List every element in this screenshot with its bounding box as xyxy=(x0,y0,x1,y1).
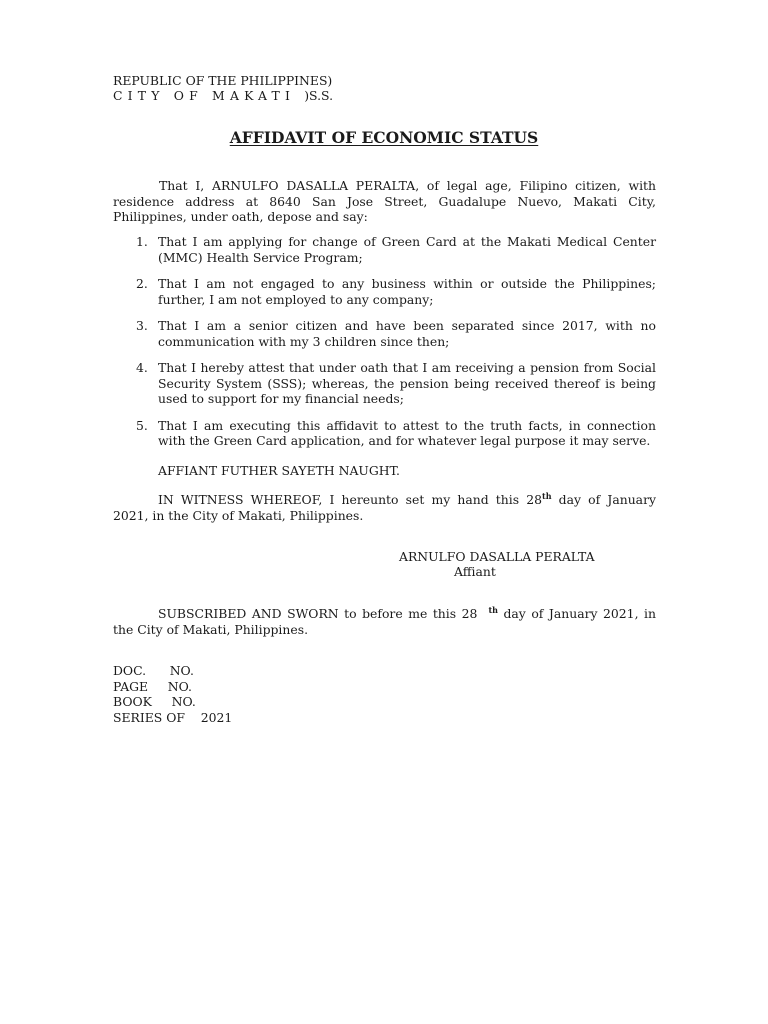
city-caption xyxy=(113,88,656,104)
sworn-text-start: SUBSCRIBED AND SWORN to before me this 28 xyxy=(158,606,489,621)
sworn-text-end: day of January 2021, in the City of Makati, Philippines. xyxy=(113,606,656,637)
item-number: 1. xyxy=(136,234,148,249)
witness-ordinal: th xyxy=(542,490,552,501)
doc-no-line: DOC. NO. xyxy=(113,663,194,678)
witness-text-start: IN WITNESS WHEREOF, I hereunto set my hand this 28 xyxy=(158,492,543,507)
affiant-name: ARNULFO DASALLA PERALTA xyxy=(399,549,595,564)
item-text: That I hereby attest that under oath that I am receiving a pension from Social Security System (SSS); whereas, the pension being received thereof is being used to support for my financial needs; xyxy=(158,360,656,406)
witness-text-end: day of January 2021, in the City of Makati, Philippines. xyxy=(113,492,656,523)
city-suffix: )S.S. xyxy=(304,88,334,103)
item-text: That I am a senior citizen and have been separated since 2017, with no communication with my 3 children since then; xyxy=(158,318,656,349)
futher-sayeth-line: AFFIANT FUTHER SAYETH NAUGHT. xyxy=(158,463,400,478)
list-item xyxy=(113,234,656,265)
item-number: 5. xyxy=(136,417,148,433)
item-text: That I am executing this affidavit to attest to the truth facts, in connection with the Green Card application, and for whatever legal purpose it may serve. xyxy=(158,417,656,448)
page-no-line: PAGE NO. xyxy=(113,678,192,694)
item-text: That I am applying for change of Green Card at the Makati Medical Center (MMC) Health Service Program; xyxy=(158,234,656,265)
witness-paragraph xyxy=(113,492,656,523)
book-no-line: BOOK NO. xyxy=(113,694,196,709)
list-item xyxy=(113,418,656,449)
document-title: AFFIDAVIT OF ECONOMIC STATUS xyxy=(229,128,539,147)
statement-list xyxy=(113,234,656,460)
city-name: CITY OF MAKATI xyxy=(113,88,296,103)
republic-caption: REPUBLIC OF THE PHILIPPINES) xyxy=(113,73,333,88)
item-number: 3. xyxy=(136,318,148,333)
list-item xyxy=(113,318,656,349)
sworn-ordinal: th xyxy=(488,604,498,615)
item-number: 4. xyxy=(136,360,148,375)
intro-paragraph: That I, ARNULFO DASALLA PERALTA, of legal age, Filipino citizen, with residence address at 8640 San Jose Street, Guadalupe Nuevo, Makati City, Philippines, under oath, depose and say: xyxy=(113,178,656,224)
item-number: 2. xyxy=(136,276,148,291)
sworn-paragraph xyxy=(113,606,656,637)
item-text: That I am not engaged to any business within or outside the Philippines; further, I am not employed to any company; xyxy=(158,276,656,307)
notarial-records xyxy=(113,663,656,725)
series-line: SERIES OF 2021 xyxy=(113,709,233,725)
affiant-role: Affiant xyxy=(454,564,496,579)
list-item xyxy=(113,360,656,407)
list-item xyxy=(113,276,656,307)
